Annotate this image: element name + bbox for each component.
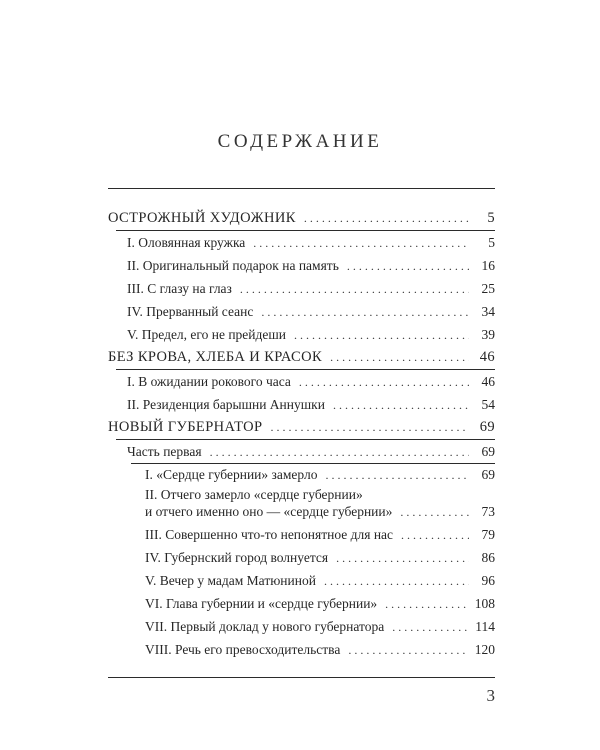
leader-dots <box>330 349 469 366</box>
leader-dots <box>294 327 469 344</box>
toc-title-line2: и отчего именно оно — «сердце губернии» <box>145 504 393 519</box>
leader-dots <box>347 258 469 275</box>
toc-page: 120 <box>474 642 495 657</box>
toc-title: II. Оригинальный подарок на память <box>127 258 339 273</box>
toc-page: 79 <box>481 527 495 542</box>
leader-dots <box>253 235 469 252</box>
leader-dots <box>400 504 469 521</box>
toc-page: 54 <box>481 397 495 412</box>
toc-chapter[interactable] <box>127 396 495 414</box>
toc-title: IV. Губернский город волнуется <box>145 550 329 565</box>
toc-title: НОВЫЙ ГУБЕРНАТОР <box>108 419 263 435</box>
toc-title: БЕЗ КРОВА, ХЛЕБА И КРАСОК <box>108 349 323 365</box>
page-number: 3 <box>486 686 495 705</box>
toc-chapter[interactable] <box>127 257 495 275</box>
toc-title: V. Предел, его не прейдеши <box>127 327 287 342</box>
toc-chapter[interactable] <box>145 572 495 590</box>
toc-page: 69 <box>479 419 495 435</box>
toc-title: I. «Сердце губернии» замерло <box>145 467 318 482</box>
leader-dots <box>392 619 469 636</box>
toc-chapter[interactable] <box>145 466 495 484</box>
toc-section-1[interactable] <box>108 210 495 227</box>
leader-dots <box>210 444 469 461</box>
toc-title: III. С глазу на глаз <box>127 281 232 296</box>
leader-dots <box>304 210 469 227</box>
toc-chapter[interactable] <box>127 280 495 298</box>
leader-dots <box>261 304 469 321</box>
toc-title-line1[interactable]: II. Отчего замерло «сердце губернии» <box>145 487 363 502</box>
toc-page: 5 <box>488 235 495 250</box>
toc-title: I. Оловянная кружка <box>127 235 246 250</box>
toc-page: 25 <box>481 281 495 296</box>
toc-page: 34 <box>481 304 495 319</box>
section-underline <box>116 230 495 231</box>
toc-title: VI. Глава губернии и «сердце губернии» <box>145 596 378 611</box>
toc-chapter[interactable] <box>145 503 495 521</box>
toc-chapter[interactable] <box>127 234 495 252</box>
toc-page: 16 <box>481 258 495 273</box>
leader-dots <box>336 550 469 567</box>
leader-dots <box>271 419 469 436</box>
toc-page: 86 <box>481 550 495 565</box>
toc-title: ОСТРОЖНЫЙ ХУДОЖНИК <box>108 210 296 226</box>
bottom-rule <box>108 677 495 678</box>
section-underline <box>116 369 495 370</box>
leader-dots <box>324 573 469 590</box>
toc-page: 108 <box>474 596 495 611</box>
part-underline <box>131 463 495 464</box>
toc-page: 39 <box>481 327 495 342</box>
leader-dots <box>299 374 469 391</box>
toc-chapter[interactable] <box>145 595 495 613</box>
toc-title: Часть первая <box>127 444 202 459</box>
toc-section-3[interactable] <box>108 419 495 436</box>
section-underline <box>116 439 495 440</box>
page-title: СОДЕРЖАНИЕ <box>217 131 383 152</box>
toc-page: 73 <box>481 504 495 519</box>
toc-chapter[interactable] <box>145 526 495 544</box>
toc-page: 46 <box>479 349 495 365</box>
toc-title: III. Совершенно что-то непонятное для нас <box>145 527 394 542</box>
toc-chapter[interactable] <box>145 549 495 567</box>
toc-page: 69 <box>481 467 495 482</box>
leader-dots <box>325 467 469 484</box>
leader-dots <box>348 642 469 659</box>
toc-section-2[interactable] <box>108 349 495 366</box>
toc-title: I. В ожидании рокового часа <box>127 374 291 389</box>
leader-dots <box>333 397 469 414</box>
toc-title: V. Вечер у мадам Матюниной <box>145 573 316 588</box>
toc-page: 69 <box>481 444 495 459</box>
toc-page: 46 <box>481 374 495 389</box>
toc-chapter[interactable] <box>145 641 495 659</box>
leader-dots <box>240 281 469 298</box>
toc-title: IV. Прерванный сеанс <box>127 304 254 319</box>
leader-dots <box>385 596 469 613</box>
toc-page: 114 <box>475 619 495 634</box>
leader-dots <box>401 527 469 544</box>
toc-chapter[interactable] <box>127 326 495 344</box>
toc-part[interactable] <box>127 443 495 461</box>
toc-chapter[interactable] <box>145 618 495 636</box>
toc-title: II. Резиденция барышни Аннушки <box>127 397 325 412</box>
toc-chapter[interactable] <box>127 303 495 321</box>
toc-page: 96 <box>481 573 495 588</box>
toc-title: VII. Первый доклад у нового губернатора <box>145 619 385 634</box>
toc-chapter[interactable] <box>127 373 495 391</box>
toc-title: VIII. Речь его превосходительства <box>145 642 341 657</box>
toc-page: 5 <box>487 210 495 226</box>
